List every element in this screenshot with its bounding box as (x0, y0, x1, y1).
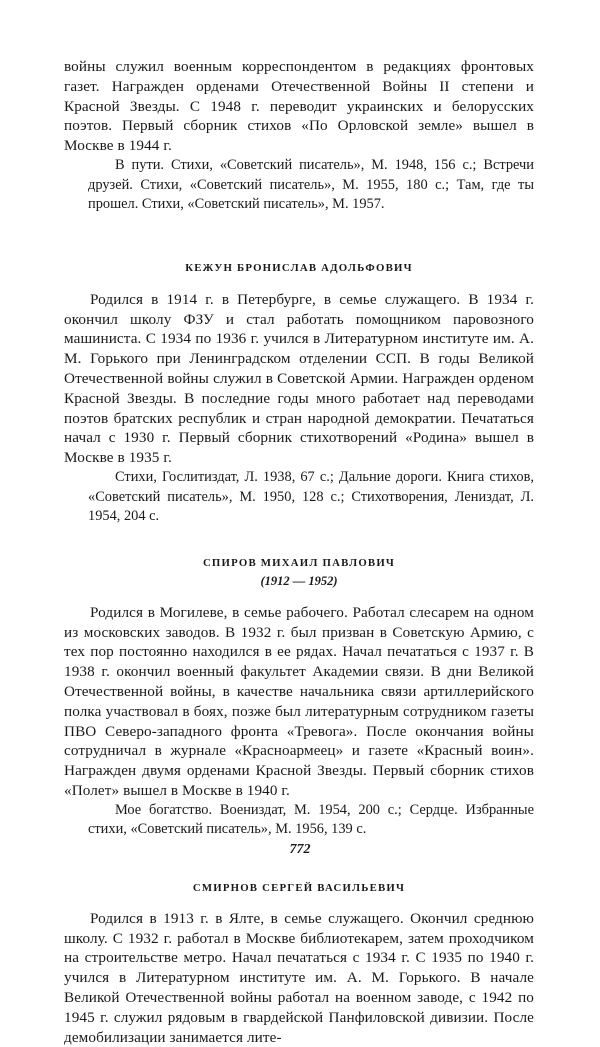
entry-heading-smirnov: СМИРНОВ СЕРГЕЙ ВАСИЛЬЕВИЧ (192, 881, 406, 894)
entry-dates-spirov: (1912 — 1952) (260, 573, 338, 588)
entry-paragraph-kezhun: Родился в 1914 г. в Петербурге, в семье служащего. В 1934 г. окончил школу ФЗУ и стал работать помощником паровозного машиниста. С 1934 по 1936 г. учился в Литературном институте им. А. М. Горького при Ленинградском отделении ССП. В годы Великой Отечественной войны служил в Советской Армии. Награжден орденом Красной Звезды. В последние годы много работает над переводами поэтов братских республик и стран народной демократии. Печататься начал с 1930 г. Первый сборник стихотворений «Родина» вышел в Москве в 1935 г. (64, 290, 534, 467)
entry-heading-kezhun: КЕЖУН БРОНИСЛАВ АДОЛЬФОВИЧ (185, 261, 413, 274)
entry-paragraph-spirov: Родился в Могилеве, в семье рабочего. Работал слесарем на одном из московских заводов. В 1932 г. был призван в Советскую Армию, с тех пор постоянно находился в ее рядах. Начал печататься с 1937 г. В 1938 г. окончил военный факультет Академии связи. В дни Великой Отечественной войны, в качестве начальника связи артиллерийского полка участвовал в боях, позже был литературным сотрудником газеты ПВО Северо-западного фронта «Тревога». После окончания войны сотрудничал в журнале «Красноармеец» и газете «Красный воин». Награжден двумя орденами Красной Звезды. Первый сборник стихов «Полет» вышел в Москве в 1940 г. (64, 603, 534, 799)
continuation-bibliography: В пути. Стихи, «Советский писатель», М. 1948, 156 с.; Встречи друзей. Стихи, «Советский писатель», М. 1955, 180 с.; Там, где ты прошел. Стихи, «Советский писатель», М. 1957. (88, 156, 534, 213)
page-number: 772 (289, 842, 311, 857)
entry-heading-spirov: СПИРОВ МИХАИЛ ПАВЛОВИЧ (202, 556, 396, 569)
entry-paragraph-smirnov: Родился в 1913 г. в Ялте, в семье служащего. Окончил среднюю школу. С 1932 г. работал в Москве библиотекарем, затем проходчиком на строительстве метро. Начал печататься с 1934 г. С 1935 по 1940 г. учился в Литературном институте им. А. М. Горького. В начале Великой Отечественной войны работал на военном заводе, с 1942 по 1945 г. служил рядовым в гвардейской Панфиловской дивизии. После демобилизации занимается лите- (64, 909, 534, 1046)
entry-bibliography-spirov: Мое богатство. Воениздат, М. 1954, 200 с.; Сердце. Избранные стихи, «Советский писатель», М. 1956, 139 с. (88, 801, 534, 838)
entry-bibliography-kezhun: Стихи, Гослитиздат, Л. 1938, 67 с.; Дальние дороги. Книга стихов, «Советский писатель», М. 1950, 128 с.; Стихотворения, Лениздат, Л. 1954, 204 с. (88, 468, 534, 525)
page-body (64, 57, 534, 1047)
continuation-paragraph: войны служил военным корреспондентом в редакциях фронтовых газет. Награжден орденами Отечественной Войны II степени и Красной Звезды. С 1948 г. переводит украинских и белорусских поэтов. Первый сборник стихов «По Орловской земле» вышел в Москве в 1944 г. (64, 58, 534, 155)
